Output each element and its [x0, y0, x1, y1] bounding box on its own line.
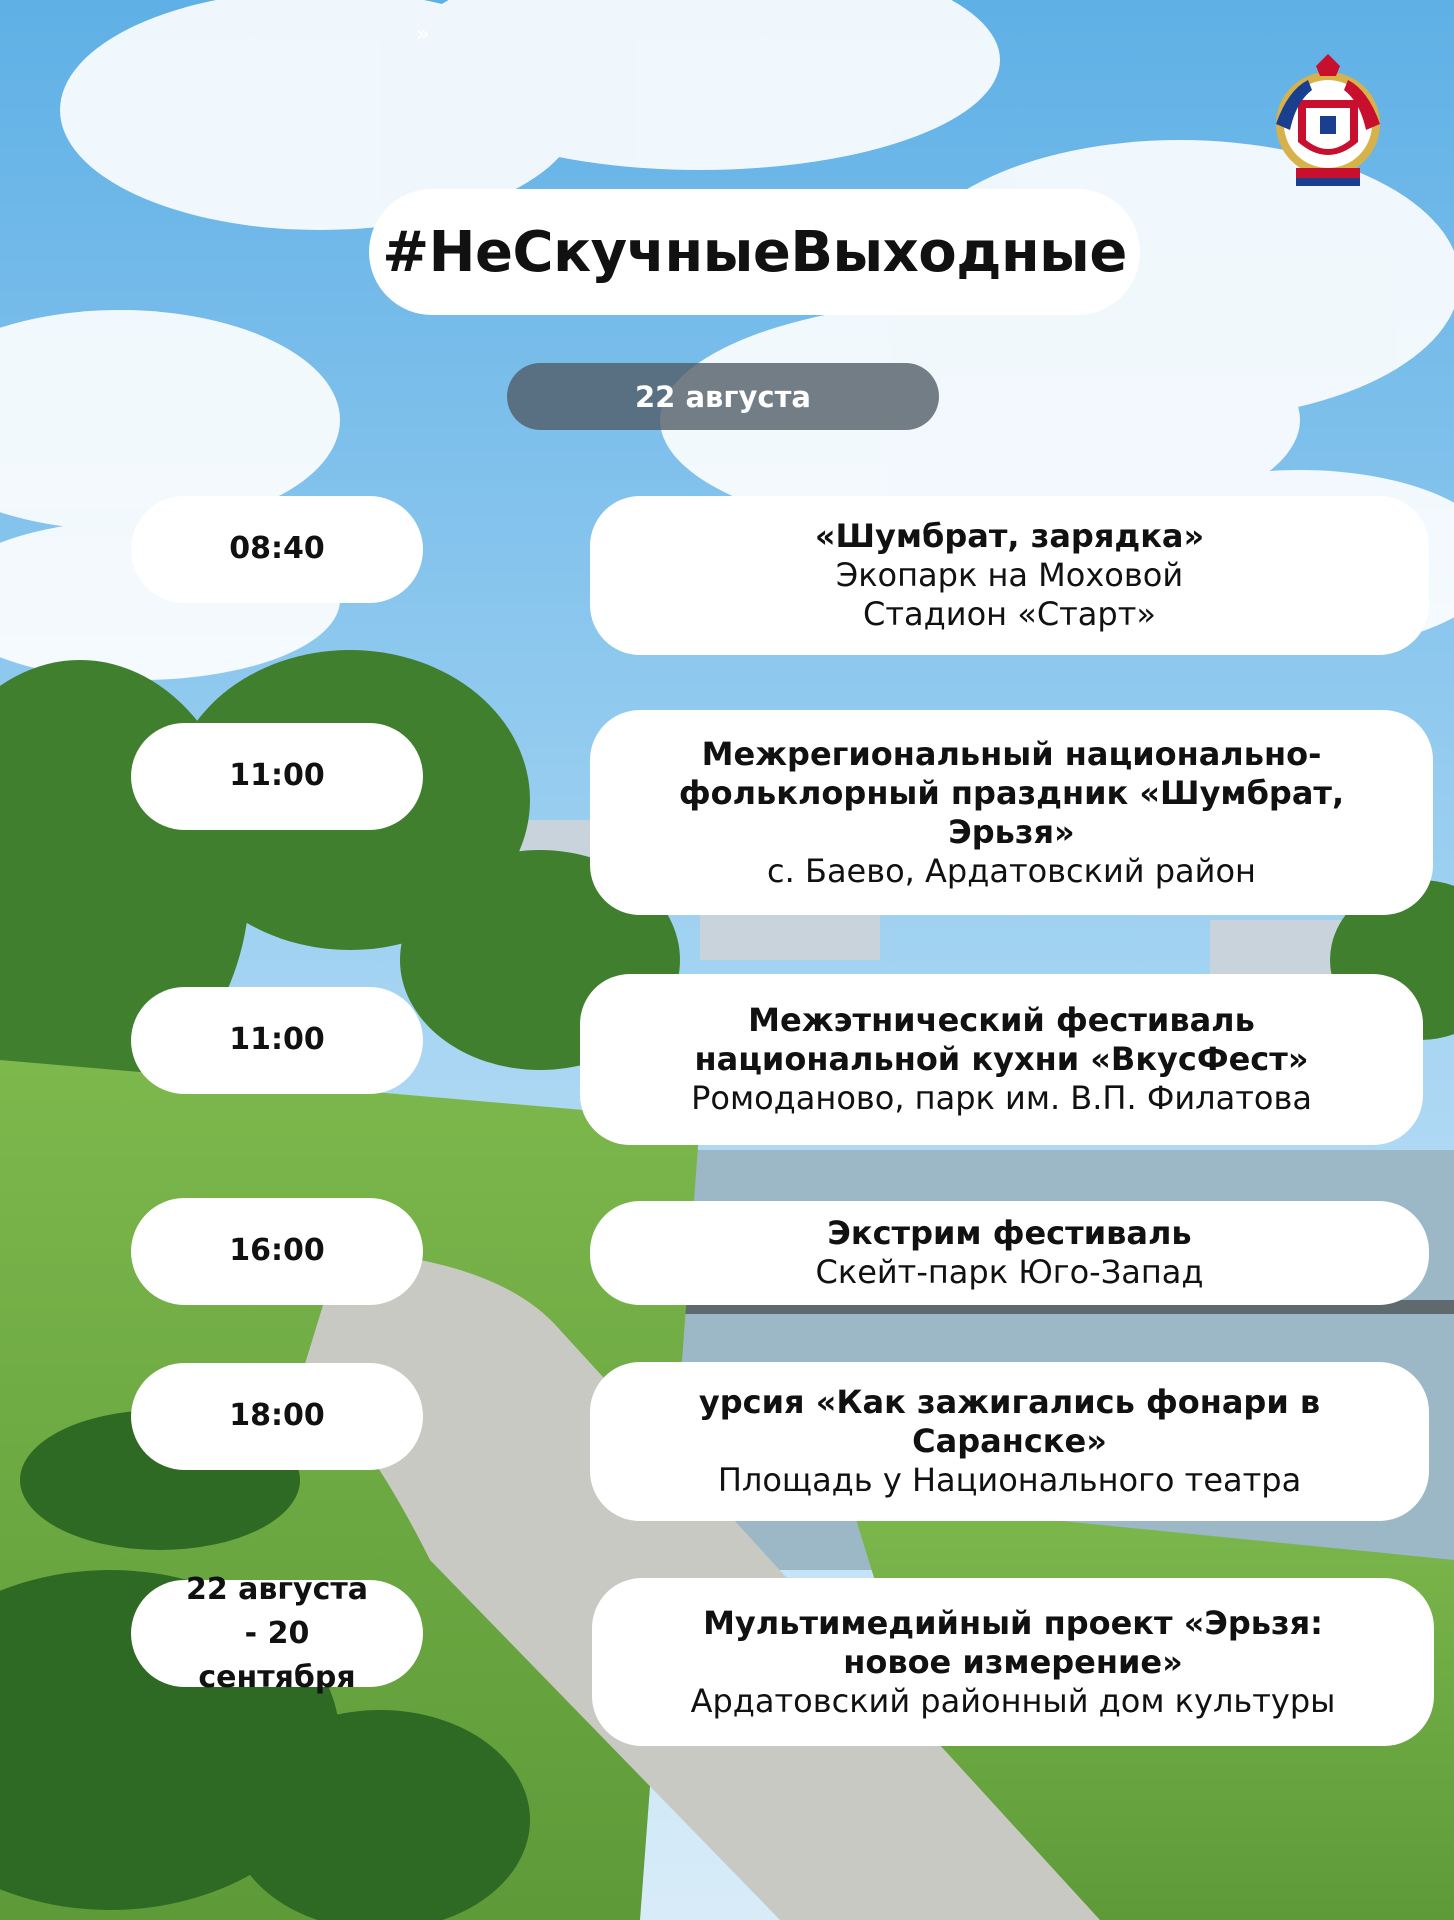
event-time-6 — [131, 1571, 423, 1695]
event-card-2 — [590, 710, 1433, 915]
hashtag-title: #НеСкучныеВыходные — [369, 189, 1140, 315]
event-title: Межрегиональный национально-фольклорный праздник «Шумбрат, Эрьзя» — [678, 734, 1345, 851]
event-time-2 — [131, 723, 423, 830]
event-card-1 — [590, 496, 1429, 655]
event-time-5 — [131, 1363, 423, 1470]
event-card-6 — [592, 1578, 1434, 1746]
event-place: Экопарк на Моховой — [835, 556, 1184, 594]
event-place: Площадь у Национального театра — [717, 1461, 1302, 1499]
coat-of-arms-icon — [1268, 50, 1388, 192]
time-label: 16:00 — [229, 1233, 325, 1269]
time-label: 08:40 — [229, 531, 325, 567]
event-place-secondary: Стадион «Старт» — [863, 595, 1156, 633]
date-badge: 22 августа — [507, 363, 939, 430]
event-card-4 — [590, 1201, 1429, 1305]
double-chevron-icon: » — [416, 22, 430, 47]
event-card-5 — [590, 1362, 1429, 1521]
time-label: 11:00 — [229, 758, 325, 794]
event-card-3 — [580, 974, 1423, 1145]
event-time-1 — [131, 496, 423, 603]
event-place: с. Баево, Ардатовский район — [767, 851, 1256, 890]
event-time-3 — [131, 987, 423, 1094]
time-label: 11:00 — [229, 1022, 325, 1058]
event-title: «Шумбрат, зарядка» — [814, 517, 1205, 555]
event-place: Скейт-парк Юго-Запад — [815, 1253, 1204, 1291]
time-label: 22 августа - 20 сентября — [185, 1571, 369, 1695]
event-title: урсия «Как зажигались фонари в Саранске» — [698, 1383, 1321, 1460]
event-title: Экстрим фестиваль — [827, 1214, 1192, 1252]
event-place: Ромоданово, парк им. В.П. Филатова — [691, 1079, 1312, 1117]
event-place: Ардатовский районный дом культуры — [690, 1681, 1336, 1720]
event-time-4 — [131, 1198, 423, 1305]
event-title: Мультимедийный проект «Эрьзя: новое измерение» — [703, 1603, 1323, 1681]
event-title: Межэтнический фестиваль национальной кухни «ВкусФест» — [694, 1001, 1309, 1078]
time-label: 18:00 — [229, 1398, 325, 1434]
